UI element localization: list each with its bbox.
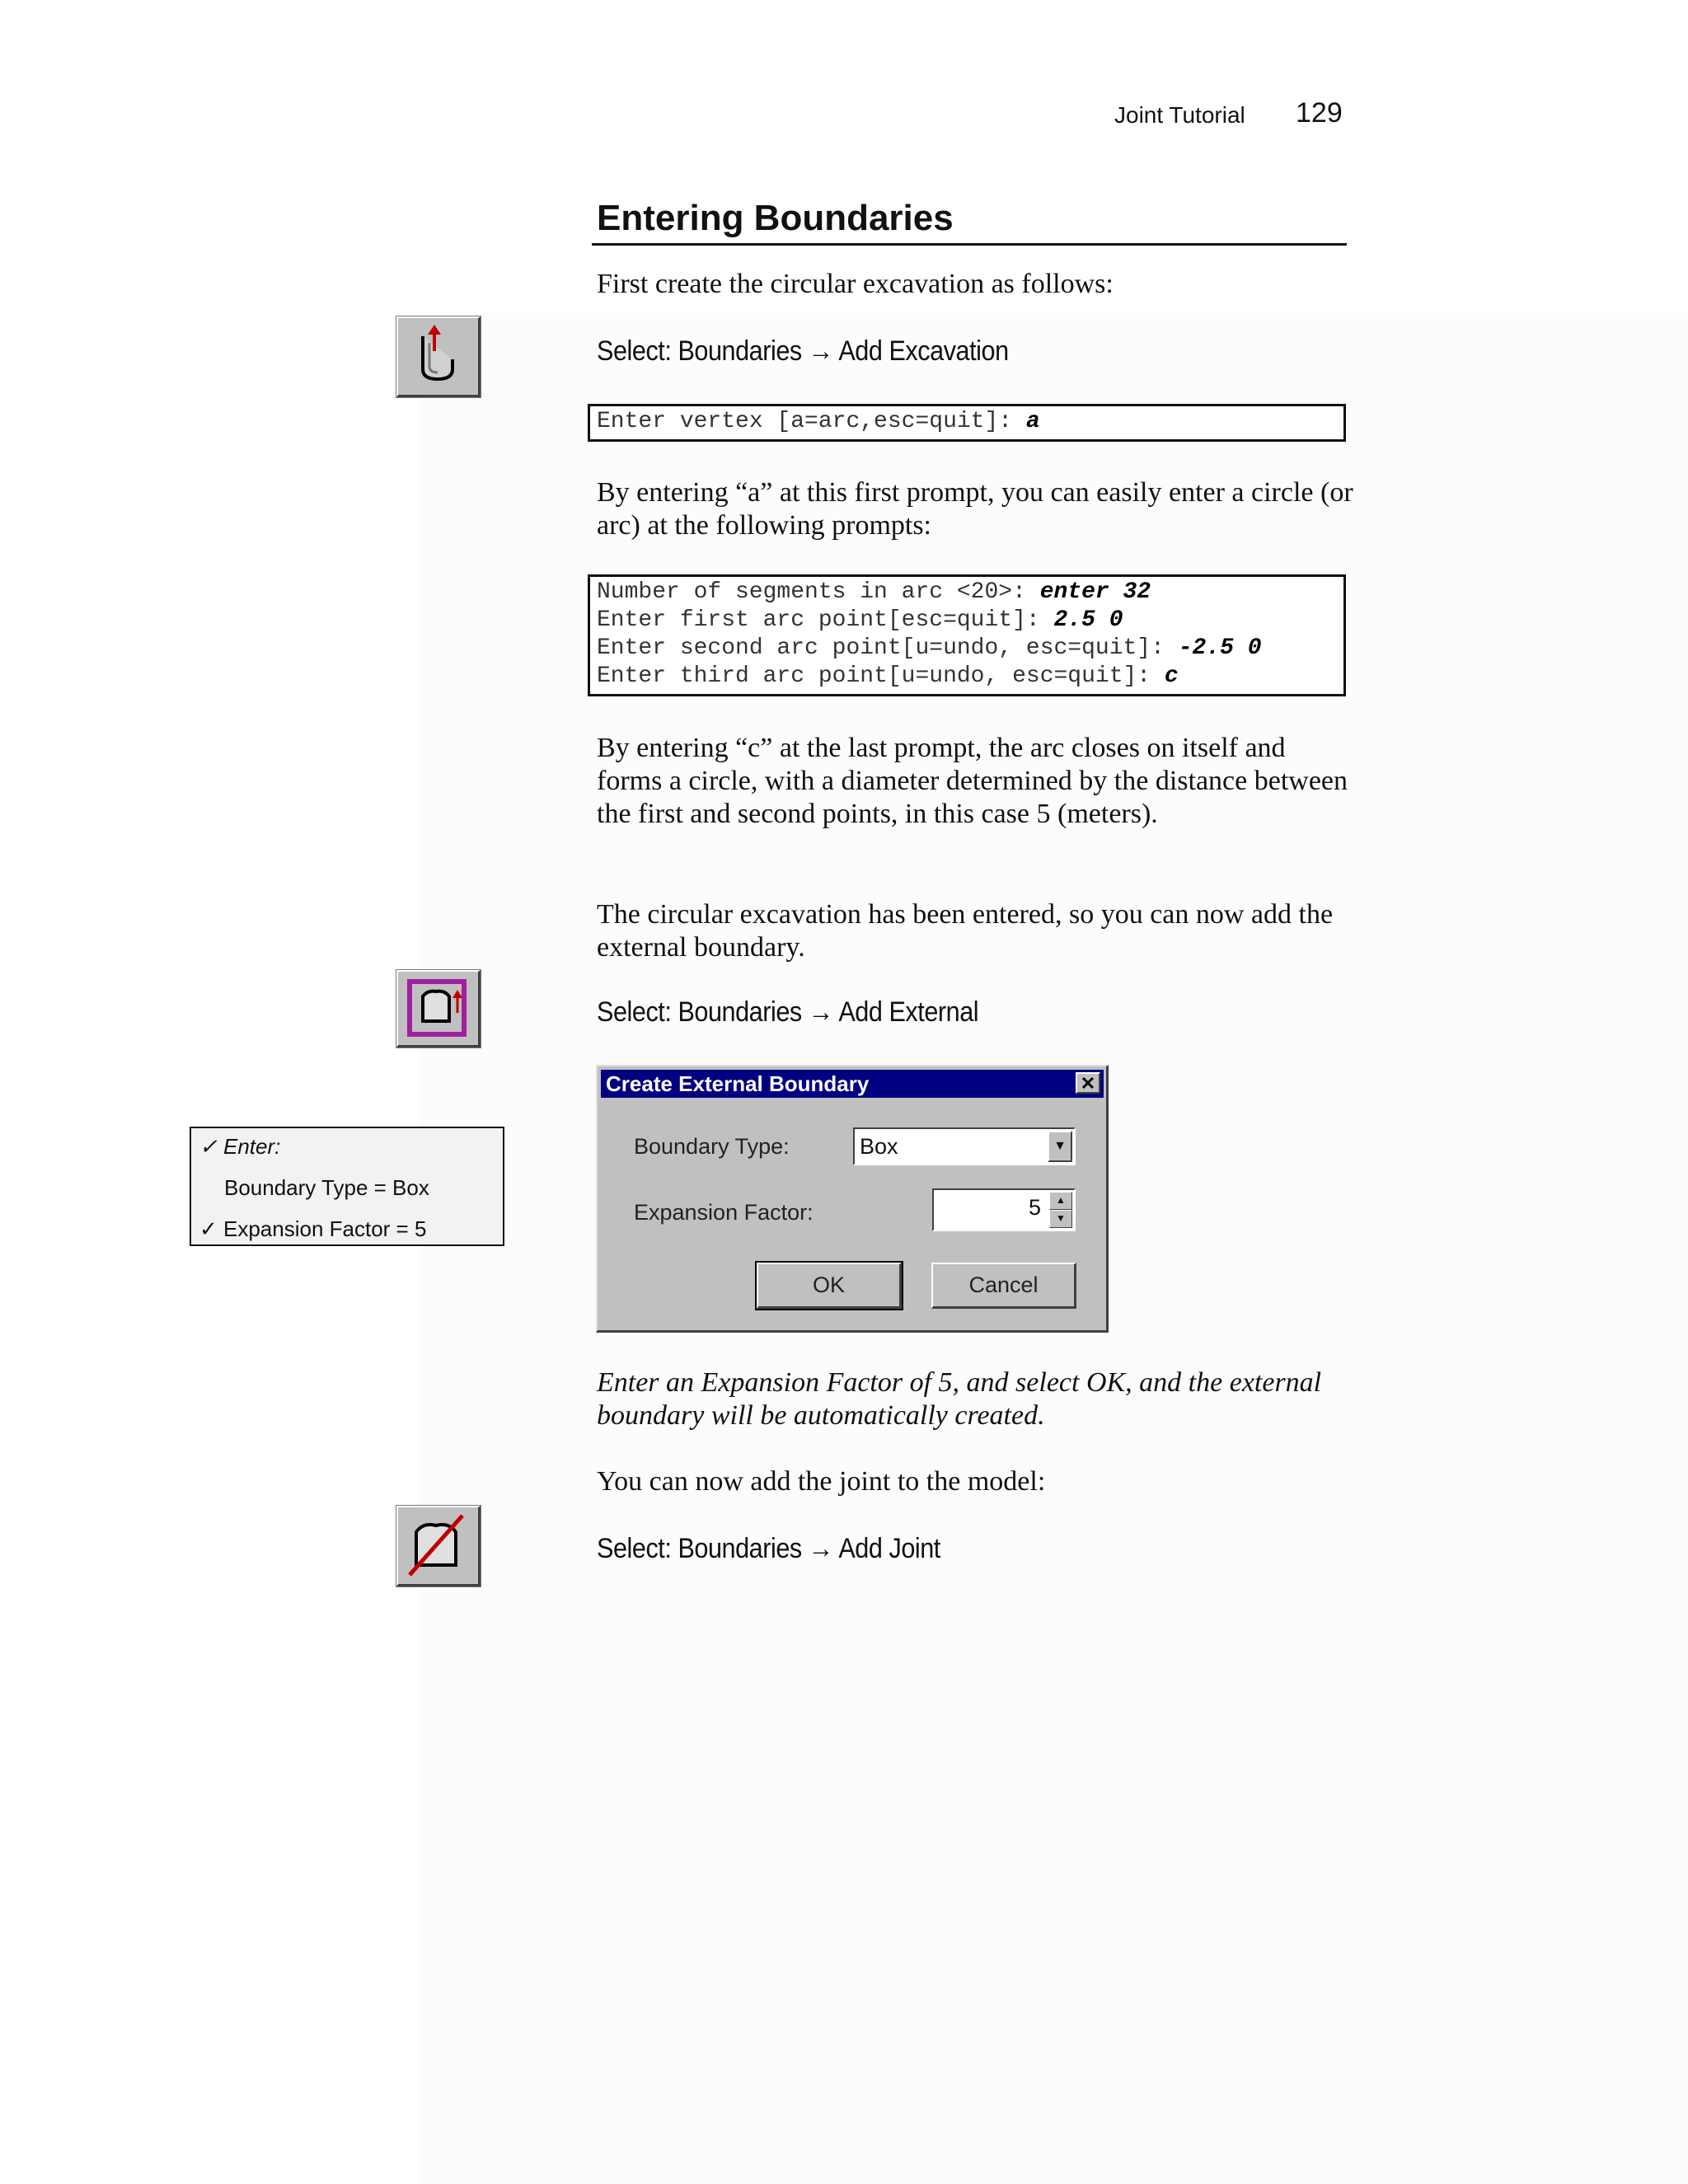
command-box-arc <box>588 574 1346 696</box>
paragraph-excavation-entered: The circular excavation has been entered, so you can now add the external boundary. <box>597 899 1334 963</box>
add-excavation-icon <box>398 318 477 394</box>
command-line <box>597 607 1337 635</box>
side-note-boundary-type: Boundary Type = Box <box>224 1175 429 1200</box>
paragraph-arc-close: By entering “c” at the last prompt, the arc closes on itself and forms a circle, with a diameter determined by the distance between the first and second points, in this case 5 (meters). <box>597 733 1348 829</box>
create-external-boundary-dialog <box>596 1065 1109 1333</box>
side-note-expansion-factor: ✓ Expansion Factor = 5 <box>199 1216 427 1241</box>
spin-up-icon[interactable]: ▲ <box>1049 1192 1072 1210</box>
section-title: Entering Boundaries <box>597 198 954 238</box>
command-line <box>597 663 1337 691</box>
paragraph-expansion-instructions: Enter an Expansion Factor of 5, and select OK, and the external boundary will be automatically created. <box>597 1367 1322 1431</box>
command-input: enter 32 <box>1039 579 1151 605</box>
command-input: -2.5 0 <box>1178 635 1262 661</box>
command-line <box>597 635 1337 663</box>
command-prompt: Enter second arc point[u=undo, esc=quit]: <box>597 635 1179 661</box>
spin-down-icon[interactable]: ▼ <box>1049 1210 1072 1228</box>
expansion-factor-stepper[interactable] <box>932 1188 1076 1231</box>
expansion-factor-label: Expansion Factor: <box>634 1200 814 1225</box>
add-external-button[interactable] <box>396 970 481 1047</box>
dialog-titlebar <box>601 1070 1104 1098</box>
command-prompt: Enter vertex [a=arc,esc=quit]: <box>597 409 1026 434</box>
command-box-vertex <box>588 404 1346 442</box>
expansion-factor-value[interactable]: 5 <box>1028 1195 1041 1220</box>
cancel-button[interactable]: Cancel <box>931 1263 1076 1309</box>
add-excavation-button[interactable] <box>396 316 481 397</box>
command-input: a <box>1025 409 1040 434</box>
add-external-icon <box>398 972 477 1044</box>
command-line <box>597 408 1337 436</box>
running-header-title: Joint Tutorial <box>1114 102 1245 128</box>
command-input: 2.5 0 <box>1053 607 1123 633</box>
command-input: c <box>1164 663 1179 689</box>
command-prompt: Enter first arc point[esc=quit]: <box>597 607 1054 633</box>
intro-paragraph: First create the circular excavation as follows: <box>597 269 1114 299</box>
page-number: 129 <box>1296 97 1343 129</box>
select-add-excavation: Select: Boundaries → Add Excavation <box>597 335 1009 367</box>
add-joint-icon <box>398 1507 477 1583</box>
chevron-down-icon[interactable]: ▼ <box>1048 1131 1072 1162</box>
add-joint-button[interactable] <box>396 1506 481 1586</box>
boundary-type-value: Box <box>860 1134 898 1159</box>
boundary-type-label: Boundary Type: <box>634 1134 790 1159</box>
side-note-enter: ✓ Enter: <box>199 1134 281 1159</box>
command-line <box>597 579 1337 607</box>
select-add-external: Select: Boundaries → Add External <box>597 996 979 1028</box>
command-prompt: Number of segments in arc <20>: <box>597 579 1040 605</box>
side-note <box>190 1127 504 1246</box>
ok-button[interactable]: OK <box>757 1263 902 1309</box>
command-prompt: Enter third arc point[u=undo, esc=quit]: <box>597 663 1165 689</box>
boundary-type-select[interactable] <box>853 1127 1076 1165</box>
select-add-joint: Select: Boundaries → Add Joint <box>597 1533 940 1564</box>
close-icon[interactable]: ✕ <box>1076 1072 1100 1094</box>
paragraph-arc-intro: By entering “a” at this first prompt, you can easily enter a circle (or arc) at the following prompts: <box>597 477 1353 541</box>
paragraph-add-joint: You can now add the joint to the model: <box>597 1466 1046 1497</box>
title-rule <box>592 243 1347 246</box>
dialog-title: Create External Boundary <box>606 1071 870 1096</box>
